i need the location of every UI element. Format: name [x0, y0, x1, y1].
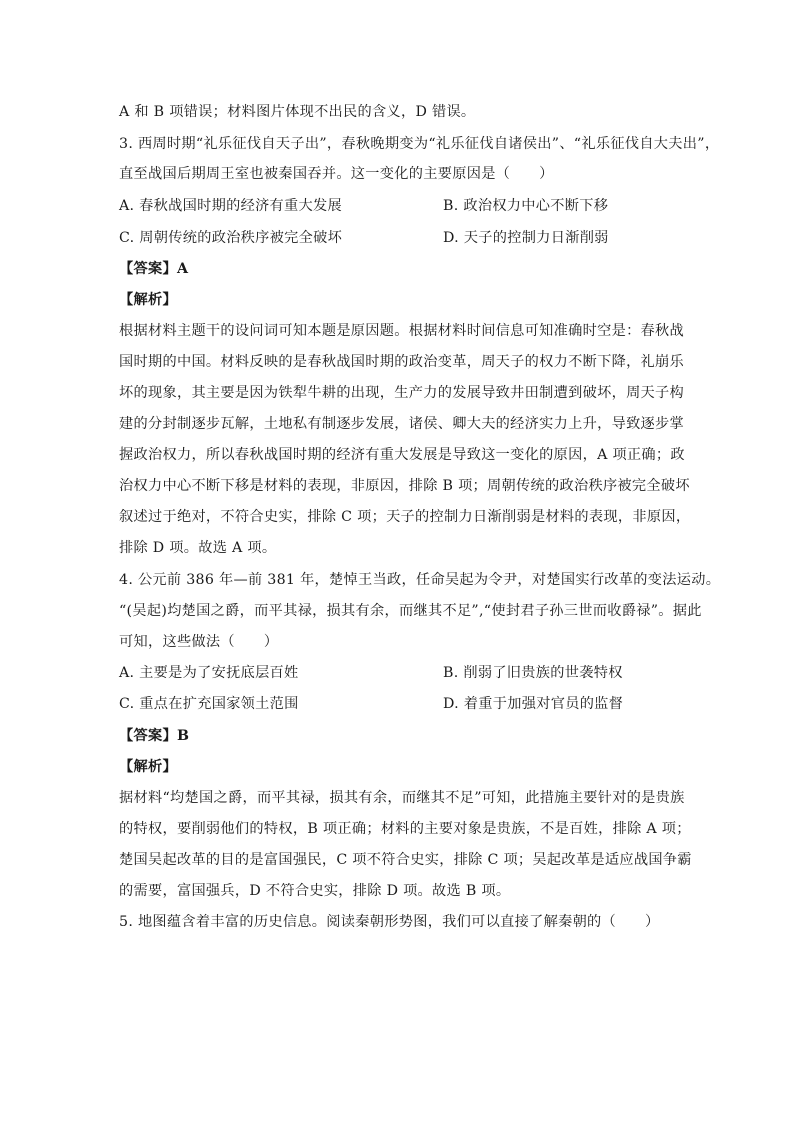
- question-3-stem: 3. 西周时期“礼乐征伐自天子出”，春秋晚期变为“礼乐征伐自诸侯出”、“礼乐征伐自大夫出”，: [119, 136, 720, 152]
- analysis-line: 的需要，富国强兵，D 不符合史实，排除 D 项。故选 B 项。: [119, 883, 511, 899]
- analysis-line: 建的分封制逐步瓦解，土地私有制逐步发展，诸侯、卿大夫的经济实力上升，导致逐步掌: [119, 416, 685, 432]
- question-4-analysis-heading: 【解析】: [119, 759, 177, 775]
- question-5-stem: 5. 地图蕴含着丰富的历史信息。阅读秦朝形势图，我们可以直接了解秦朝的（ ）: [119, 914, 660, 930]
- question-3-stem: 直至战国后期周王室也被秦国吞并。这一变化的主要原因是（ ）: [119, 166, 554, 182]
- analysis-line: 国时期的中国。材料反映的是春秋战国时期的政治变革，周天子的权力不断下降，礼崩乐: [119, 354, 685, 370]
- question-4-option-d: D. 着重于加强对官员的监督: [443, 696, 624, 712]
- text-line: A 和 B 项错误；材料图片体现不出民的含义，D 错误。: [119, 104, 476, 120]
- analysis-line: 排除 D 项。故选 A 项。: [119, 540, 277, 556]
- analysis-line: 的特权，要削弱他们的特权，B 项正确；材料的主要对象是贵族，不是百姓，排除 A 项；: [119, 821, 691, 837]
- question-3-option-a: A. 春秋战国时期的经济有重大发展: [119, 198, 342, 214]
- question-3-option-c: C. 周朝传统的政治秩序被完全破坏: [119, 230, 343, 246]
- question-4-option-b: B. 削弱了旧贵族的世袭特权: [443, 665, 623, 681]
- analysis-line: 治权力中心不断下移是材料的表现，非原因，排除 B 项；周朝传统的政治秩序被完全破坏: [119, 478, 690, 494]
- question-4-option-c: C. 重点在扩充国家领土范围: [119, 696, 299, 712]
- analysis-line: 根据材料主题干的设问词可知本题是原因题。根据材料时间信息可知准确时空是：春秋战: [119, 323, 685, 339]
- question-4-answer: 【答案】B: [119, 728, 190, 744]
- question-3-option-b: B. 政治权力中心不断下移: [443, 198, 609, 214]
- question-3-analysis-heading: 【解析】: [119, 292, 177, 308]
- analysis-line: 坏的现象，其主要是因为铁犁牛耕的出现，生产力的发展导致井田制遭到破坏，周天子构: [119, 385, 685, 401]
- analysis-line: 楚国吴起改革的目的是富国强民，C 项不符合史实，排除 C 项；吴起改革是适应战国争霸: [119, 852, 692, 868]
- question-4-option-a: A. 主要是为了安抚底层百姓: [119, 665, 299, 681]
- question-4-stem: “(吴起)均楚国之爵，而平其禄，损其有余，而继其不足”,“使封君子孙三世而收爵禄”。据此: [119, 603, 702, 619]
- question-3-answer: 【答案】A: [119, 261, 189, 277]
- question-3-option-d: D. 天子的控制力日渐削弱: [443, 230, 609, 246]
- question-4-stem: 4. 公元前 386 年—前 381 年，楚悼王当政，任命吴起为令尹，对楚国实行改革的变法运动。: [119, 572, 721, 588]
- analysis-line: 叙述过于绝对，不符合史实，排除 C 项；天子的控制力日渐削弱是材料的表现，非原因，: [119, 509, 691, 525]
- question-4-stem: 可知，这些做法（ ）: [119, 634, 279, 650]
- analysis-line: 握政治权力，所以春秋战国时期的经济有重大发展是导致这一变化的原因，A 项正确；政: [119, 447, 685, 463]
- analysis-line: 据材料“均楚国之爵，而平其禄，损其有余，而继其不足”可知，此措施主要针对的是贵族: [119, 790, 685, 806]
